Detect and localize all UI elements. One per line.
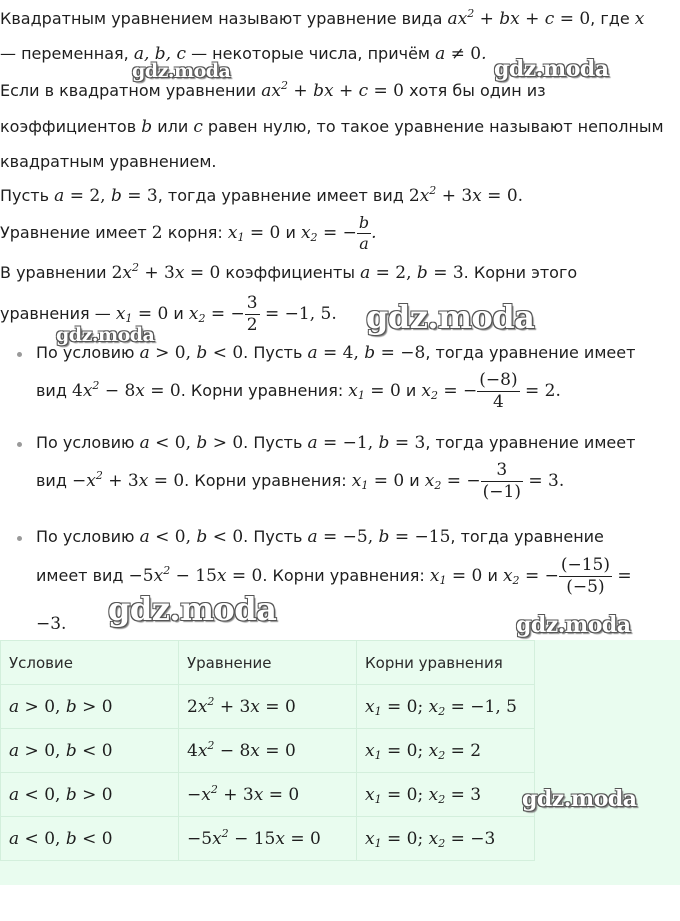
summary-table-container — [0, 640, 680, 885]
summary-table — [0, 640, 535, 861]
text-line-5: квадратным уравнением. — [0, 152, 217, 171]
header-equation: Уравнение — [179, 641, 357, 685]
cell-roots: $x_1 = 0$; $x_2 = -3$ — [357, 817, 535, 861]
text-line-9: уравнения — $x_1 = 0$ и $x_2$ = − $\frac{3}{2}$ = −1, 5. — [0, 293, 337, 335]
table-row — [1, 817, 535, 861]
bullet-dot — [17, 352, 22, 357]
bullet-2-line-1: По условию a < 0, b > 0. Пусть a = −1, b = 3, тогда уравнение имеет — [36, 433, 636, 453]
cell-equation: $4x^2 - 8x = 0$ — [179, 729, 357, 773]
text-line-6: Пусть a = 2, b = 3, тогда уравнение имеет вид $2x^2 + 3x = 0$. — [0, 184, 524, 206]
header-roots: Корни уравнения — [357, 641, 535, 685]
watermark: gdz.moda — [108, 590, 277, 628]
bullet-2-line-2: вид $-x^2 + 3x = 0$. Корни уравнения: $x_1 = 0$ и $x_2$ = − $\frac{3}{(-1)}$ = 3. — [36, 460, 565, 502]
bullet-3-line-3: −3. — [36, 614, 67, 634]
table-row — [1, 729, 535, 773]
text-line-3: Если в квадратном уравнении $ax^2$ + bx + c = 0 хотя бы один из — [0, 79, 546, 101]
bullet-1-line-1: По условию a > 0, b < 0. Пусть a = 4, b = −8, тогда уравнение имеет — [36, 343, 636, 363]
cell-equation: $2x^2 + 3x = 0$ — [179, 685, 357, 729]
text-line-2: — переменная, a, b, c — некоторые числа, причём a ≠ 0. — [0, 44, 487, 64]
cell-roots: $x_1 = 0$; $x_2 = -1$, 5 — [357, 685, 535, 729]
header-condition: Условие — [1, 641, 179, 685]
cell-roots: $x_1 = 0$; $x_2 = 2$ — [357, 729, 535, 773]
text-line-1: Квадратным уравнением называют уравнение вида $ax^2$ + bx + c = 0, где x — [0, 7, 645, 29]
table-row — [1, 773, 535, 817]
cell-equation: $-5x^2 - 15x = 0$ — [179, 817, 357, 861]
bullet-3-line-2: имеет вид $-5x^2 - 15x = 0$. Корни уравнения: $x_1 = 0$ и $x_2$ = − $\frac{(-15)}{(-5)}$ = — [36, 555, 632, 597]
text-line-4: коэффициентов b или c равен нулю, то такое уравнение называют неполным — [0, 117, 664, 137]
watermark: gdz.moda — [56, 324, 155, 346]
table-header-row — [1, 641, 535, 685]
cell-condition: a < 0, b > 0 — [1, 773, 179, 817]
text-line-8: В уравнении $2x^2 + 3x = 0$ коэффициенты a = 2, b = 3. Корни этого — [0, 261, 578, 283]
watermark: gdz.moda — [522, 786, 637, 812]
watermark: gdz.moda — [494, 56, 609, 82]
cell-condition: a > 0, b < 0 — [1, 729, 179, 773]
cell-condition: a > 0, b > 0 — [1, 685, 179, 729]
bullet-dot — [17, 536, 22, 541]
cell-equation: $-x^2 + 3x = 0$ — [179, 773, 357, 817]
cell-condition: a < 0, b < 0 — [1, 817, 179, 861]
text-line-7: Уравнение имеет 2 корня: $x_1 = 0$ и $x_2$ = − $\frac{b}{a}$ . — [0, 213, 377, 253]
watermark: gdz.moda — [132, 60, 231, 82]
cell-roots: $x_1 = 0$; $x_2 = 3$ — [357, 773, 535, 817]
bullet-dot — [17, 442, 22, 447]
watermark: gdz.moda — [366, 298, 535, 336]
bullet-1-line-2: вид $4x^2 - 8x = 0$. Корни уравнения: $x_1 = 0$ и $x_2$ = − $\frac{(-8)}{4}$ = 2. — [36, 370, 561, 412]
watermark: gdz.moda — [516, 612, 631, 638]
bullet-3-line-1: По условию a < 0, b < 0. Пусть a = −5, b = −15, тогда уравнение — [36, 527, 604, 547]
table-row — [1, 685, 535, 729]
